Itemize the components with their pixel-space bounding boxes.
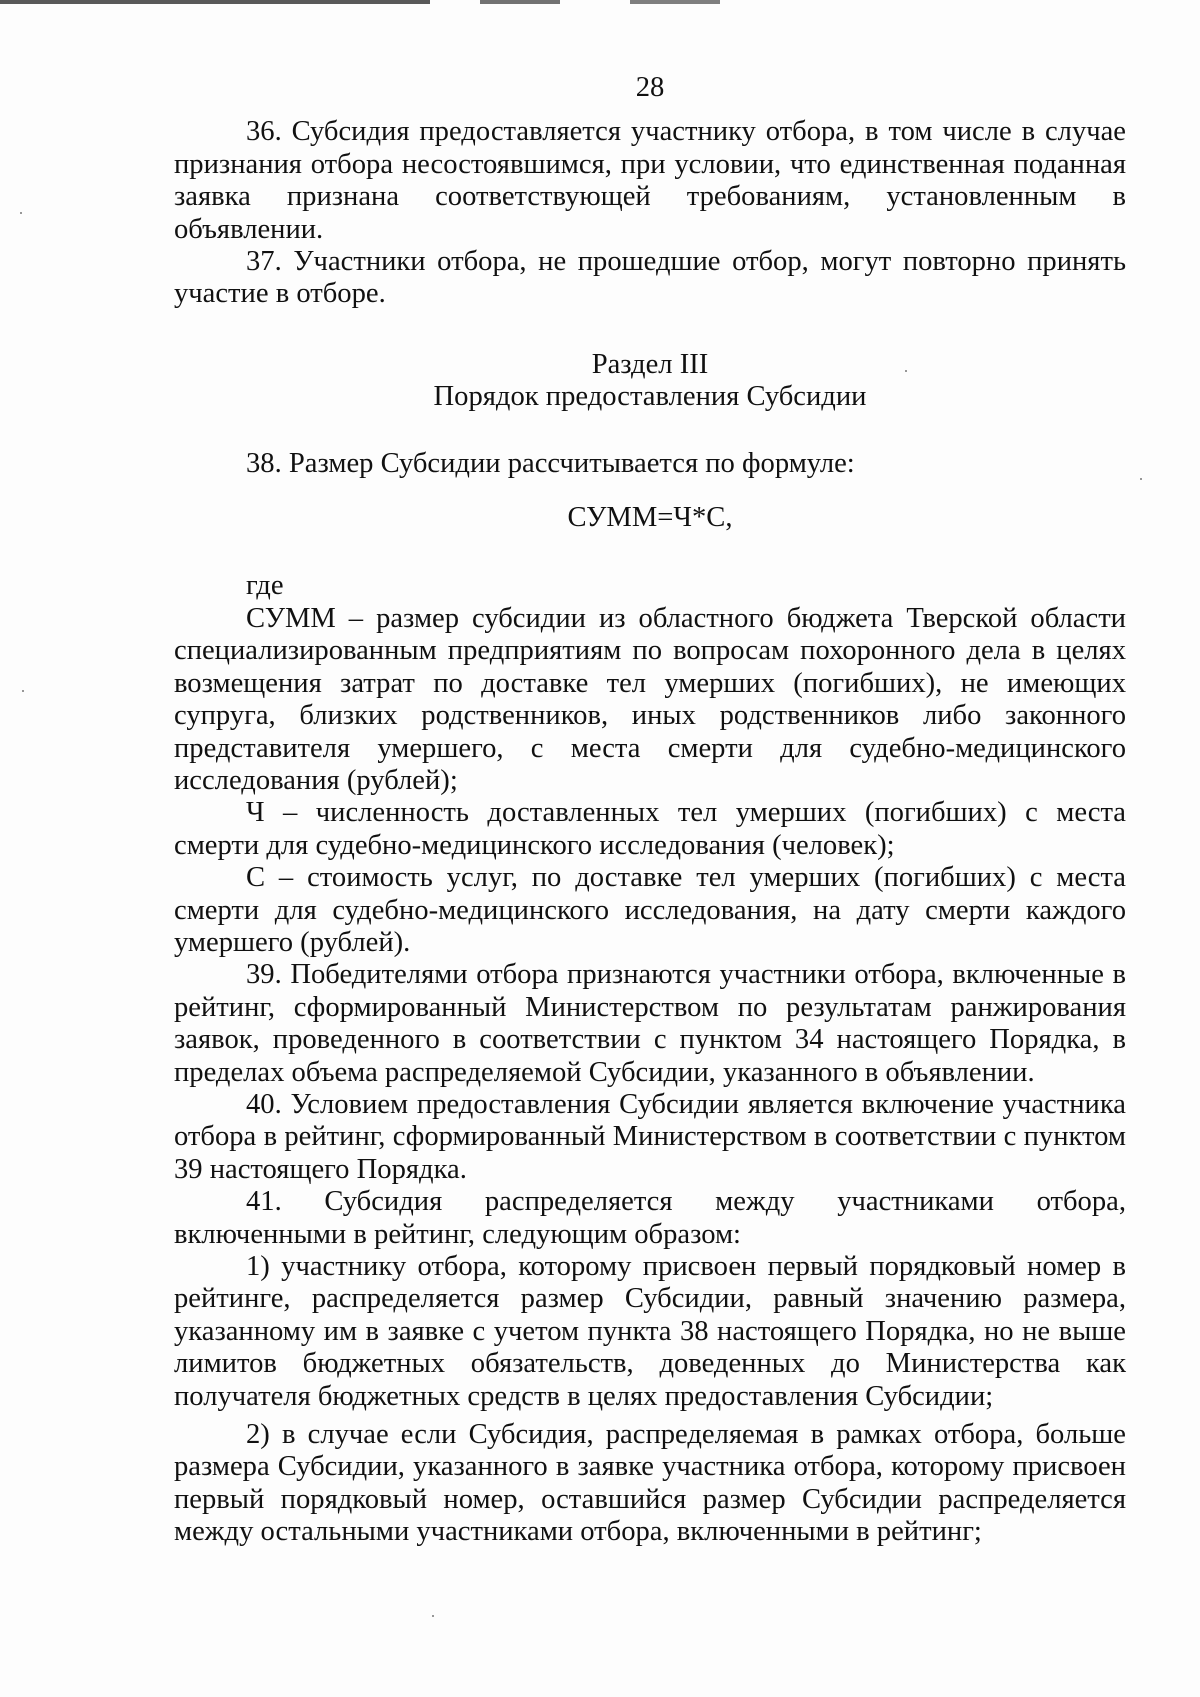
paragraph-41: 41. Субсидия распределяется между участниками отбора, включенными в рейтинг, следующим образом: bbox=[174, 1186, 1126, 1250]
paragraph-37: 37. Участники отбора, не прошедшие отбор, могут повторно принять участие в отборе. bbox=[174, 246, 1126, 310]
formula: СУММ=Ч*С, bbox=[567, 502, 733, 534]
paragraph-39: 39. Победителями отбора признаются участники отбора, включенные в рейтинг, сформированный Министерством по результатам ранжирования заявок, проведенного в соответствии с пунктом 34 настоящего Порядка, в пределах объема распределяемой Субсидии, указанного в объявлении. bbox=[174, 959, 1126, 1088]
scan-speck bbox=[22, 690, 24, 692]
paragraph-40: 40. Условием предоставления Субсидии является включение участника отбора в рейтинг, сформированный Министерством в соответствии с пунктом 39 настоящего Порядка. bbox=[174, 1088, 1126, 1185]
definition-ch: Ч – численность доставленных тел умерших (погибших) с места смерти для судебно-медицинского исследования (человек); bbox=[174, 797, 1126, 861]
definition-s: С – стоимость услуг, по доставке тел умерших (погибших) с места смерти для судебно-медицинского исследования, на дату смерти каждого умершего (рублей). bbox=[174, 862, 1126, 958]
paragraph-38: 38. Размер Субсидии рассчитывается по формуле: bbox=[246, 447, 855, 479]
page-number: 28 bbox=[635, 72, 665, 103]
section-number: Раздел III bbox=[591, 348, 709, 380]
scan-speck bbox=[1140, 478, 1142, 480]
scan-edge-artifact bbox=[0, 0, 720, 4]
scan-speck bbox=[20, 212, 22, 214]
definition-summ: СУММ – размер субсидии из областного бюджета Тверской области специализированным предприятиям по вопросам похоронного дела в целях возмещения затрат по доставке тел умерших (погибших), не имеющих супруга, близких родственников, иных родственников либо законного представителя умершего, с места смерти для судебно-медицинского исследования (рублей); bbox=[174, 602, 1126, 796]
where-label: где bbox=[246, 570, 284, 602]
paragraph-41-item-1: 1) участнику отбора, которому присвоен первый порядковый номер в рейтинге, распределяется размер Субсидии, равный значению размера, указанному им в заявке с учетом пункта 38 настоящего Порядка, но не выше лимитов бюджетных обязательств, доведенных до Министерства как получателя бюджетных средств в целях предоставления Субсидии; bbox=[174, 1251, 1126, 1412]
scan-speck bbox=[432, 1615, 434, 1617]
section-title: Порядок предоставления Субсидии bbox=[433, 381, 867, 413]
document-body bbox=[174, 72, 1126, 1549]
paragraph-41-item-2: 2) в случае если Субсидия, распределяемая в рамках отбора, больше размера Субсидии, указанного в заявке участника отбора, которому присвоен первый порядковый номер, оставшийся размер Субсидии распределяется между остальными участниками отбора, включенными в рейтинг; bbox=[174, 1419, 1126, 1548]
paragraph-36: 36. Субсидия предоставляется участнику отбора, в том числе в случае признания отбора несостоявшимся, при условии, что единственная поданная заявка признана соответствующей требованиям, установленным в объявлении. bbox=[174, 116, 1126, 245]
